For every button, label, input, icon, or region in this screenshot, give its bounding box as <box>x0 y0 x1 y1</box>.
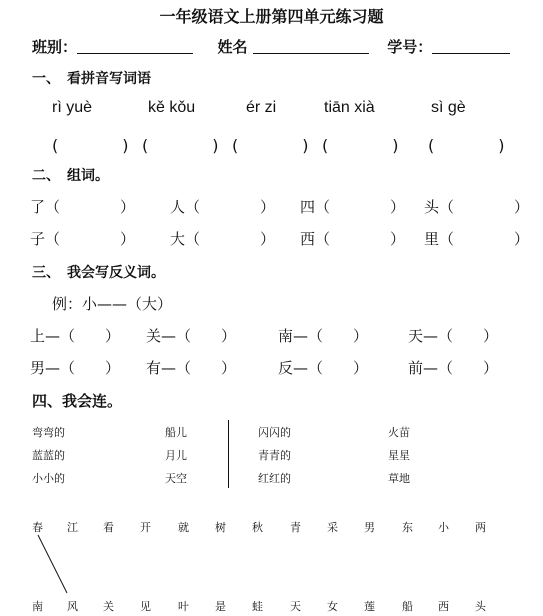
class-label: 班别： <box>32 38 78 56</box>
pinyin-2: kě kǒu <box>148 99 196 116</box>
zuci-cell[interactable]: 人（ ） <box>170 198 276 216</box>
top-char[interactable]: 秋 <box>252 521 263 534</box>
example-text: 例：小——（大） <box>52 295 173 313</box>
number-label: 学号： <box>387 38 433 56</box>
antonym-cell[interactable]: 有—（ ） <box>146 359 237 377</box>
top-char[interactable]: 春 <box>32 521 43 534</box>
match-item[interactable]: 船儿 <box>165 426 187 439</box>
pinyin-4: tiān xià <box>324 99 375 116</box>
bottom-char[interactable]: 女 <box>327 600 338 613</box>
pinyin-1: rì yuè <box>52 99 93 116</box>
bottom-char[interactable]: 见 <box>140 600 151 613</box>
page-title: 一年级语文上册第四单元练习题 <box>159 7 384 26</box>
antonym-cell[interactable]: 前—（ ） <box>408 359 499 377</box>
top-char[interactable]: 采 <box>327 521 338 534</box>
top-char[interactable]: 就 <box>178 521 189 534</box>
antonym-cell[interactable]: 男—（ ） <box>30 359 121 377</box>
bottom-char[interactable]: 南 <box>32 600 43 613</box>
match-item[interactable]: 闪闪的 <box>258 426 291 439</box>
bottom-char[interactable]: 头 <box>475 600 486 613</box>
section3-title: 三、 我会写反义词。 <box>32 265 165 281</box>
top-char[interactable]: 开 <box>140 521 151 534</box>
antonym-cell[interactable]: 反—（ ） <box>278 359 369 377</box>
zuci-cell[interactable]: 头（ ） <box>424 198 530 216</box>
bottom-char[interactable]: 是 <box>215 600 226 613</box>
top-char[interactable]: 东 <box>402 521 413 534</box>
answer-paren-4[interactable]: ( ) <box>322 136 399 155</box>
answer-paren-3[interactable]: ( ) <box>232 136 309 155</box>
antonym-cell[interactable]: 天—（ ） <box>408 327 499 345</box>
zuci-cell[interactable]: 子（ ） <box>30 230 136 248</box>
match-item[interactable]: 弯弯的 <box>32 426 65 439</box>
pinyin-5: sì gè <box>431 99 466 116</box>
antonym-cell[interactable]: 上—（ ） <box>30 327 121 345</box>
section2-title: 二、 组词。 <box>32 168 109 184</box>
bottom-char[interactable]: 关 <box>103 600 114 613</box>
top-char[interactable]: 看 <box>103 521 114 534</box>
match-item[interactable]: 火苗 <box>388 426 410 439</box>
match-item[interactable]: 青青的 <box>258 449 291 462</box>
answer-paren-2[interactable]: ( ) <box>142 136 219 155</box>
top-char[interactable]: 小 <box>438 521 449 534</box>
match-item[interactable]: 小小的 <box>32 472 65 485</box>
section4-title: 四、我会连。 <box>32 392 123 410</box>
name-label: 姓名 <box>217 38 248 56</box>
zuci-cell[interactable]: 四（ ） <box>300 198 406 216</box>
zuci-cell[interactable]: 里（ ） <box>424 230 530 248</box>
match-item[interactable]: 月儿 <box>165 449 187 462</box>
zuci-cell[interactable]: 西（ ） <box>300 230 406 248</box>
match-item[interactable]: 蓝蓝的 <box>32 449 65 462</box>
bottom-char[interactable]: 船 <box>402 600 413 613</box>
bottom-char[interactable]: 蛙 <box>252 600 263 613</box>
zuci-cell[interactable]: 了（ ） <box>30 198 136 216</box>
antonym-cell[interactable]: 关—（ ） <box>146 327 237 345</box>
bottom-char[interactable]: 西 <box>438 600 449 613</box>
bottom-char[interactable]: 莲 <box>364 600 375 613</box>
top-char[interactable]: 两 <box>475 521 486 534</box>
section1-title: 一、 看拼音写词语 <box>32 71 151 87</box>
top-char[interactable]: 树 <box>215 521 226 534</box>
antonym-cell[interactable]: 南—（ ） <box>278 327 369 345</box>
zuci-cell[interactable]: 大（ ） <box>170 230 276 248</box>
bottom-char[interactable]: 天 <box>290 600 301 613</box>
top-char[interactable]: 男 <box>364 521 375 534</box>
bottom-char[interactable]: 风 <box>67 600 78 613</box>
match-item[interactable]: 草地 <box>388 472 410 485</box>
answer-paren-1[interactable]: ( ) <box>52 136 129 155</box>
answer-paren-5[interactable]: ( ) <box>428 136 505 155</box>
bottom-char[interactable]: 叶 <box>178 600 189 613</box>
top-char[interactable]: 江 <box>67 521 78 534</box>
pinyin-3: ér zi <box>246 99 277 116</box>
match-item[interactable]: 星星 <box>388 449 410 462</box>
match-item[interactable]: 红红的 <box>258 472 291 485</box>
top-char[interactable]: 青 <box>290 521 301 534</box>
match-item[interactable]: 天空 <box>165 472 187 485</box>
